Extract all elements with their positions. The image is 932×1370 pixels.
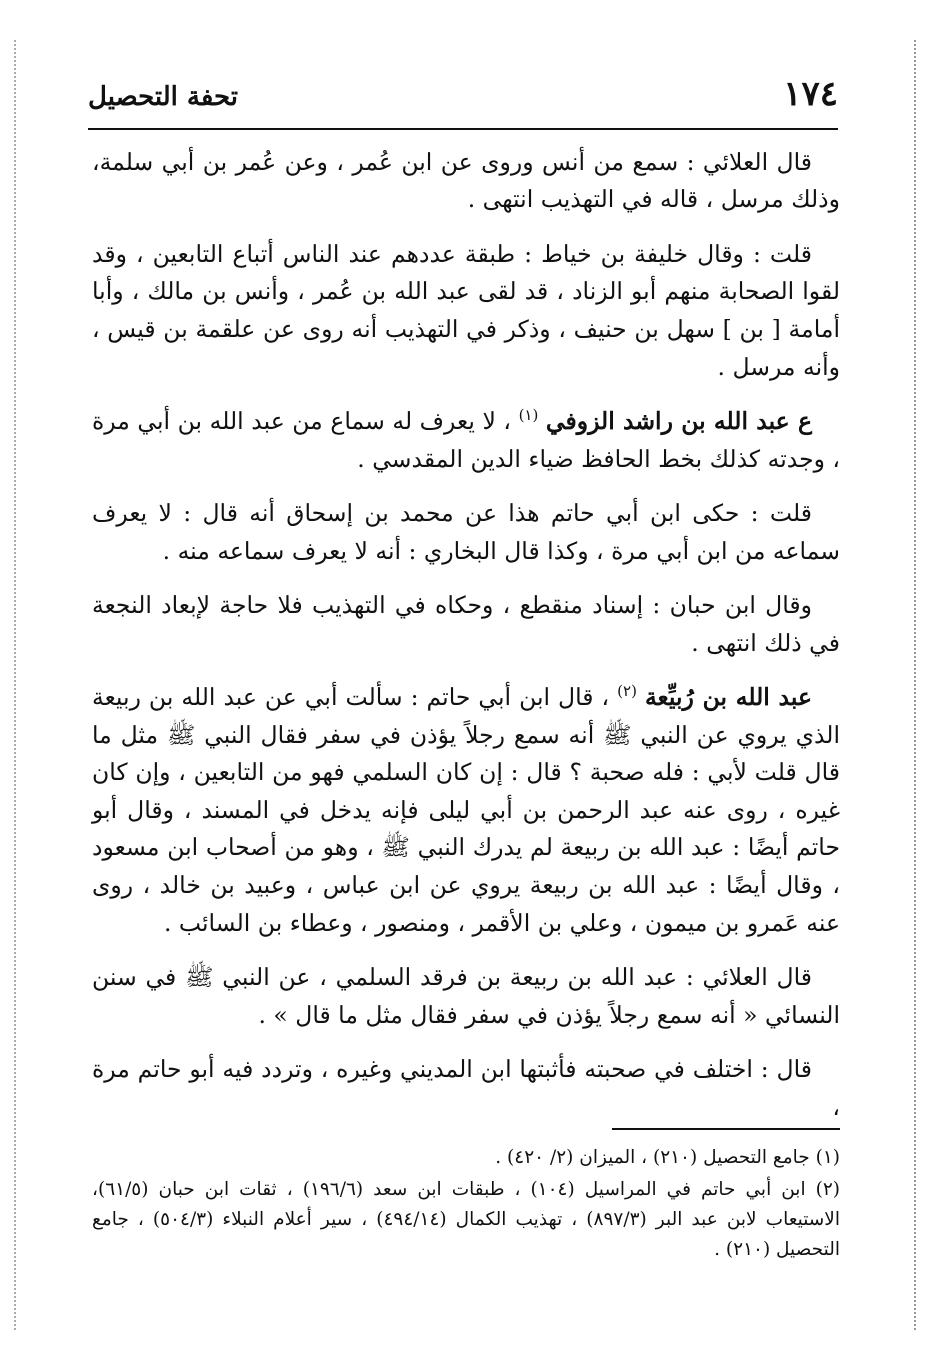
running-title: تحفة التحصيل — [88, 82, 239, 112]
footnote: (١) جامع التحصيل (٢١٠) ، الميزان (٢/ ٤٢٠) . — [495, 1147, 840, 1168]
paragraph — [92, 1045, 840, 1126]
paragraph — [92, 673, 840, 942]
main-text — [92, 138, 840, 1137]
footnotes — [92, 1143, 840, 1267]
paragraph-text: ، قال ابن أبي حاتم : سألت أبي عن عبد الله بن ربيعة الذي يروي عن النبي ﷺ أنه سمع رجلاً يؤذن في سفر فقال النبي ﷺ مثل ما قال قلت لأبي : فله صحبة ؟ قال : إن كان السلمي فهو من التابعين ، وإن كان غيره ، روى عنه عبد الرحمن بن أبي ليلى فإنه يدخل في المسند ، وقال أبو حاتم أيضًا : عبد الله بن ربيعة لم يدرك النبي ﷺ ، وهو من أصحاب ابن مسعود ، وقال أيضًا : عبد الله بن ربيعة يروي عن ابن عباس ، وعبيد بن خالد ، روى عنه عَمرو بن ميمون ، وعلي بن الأقمر ، ومنصور ، وعطاء بن السائب . — [92, 683, 840, 937]
entry-heading: ع عبد الله بن راشد الزوفي — [545, 407, 812, 436]
footnote-ref: (١) — [518, 406, 539, 425]
paragraph-text: ، لا يعرف له سماع من عبد الله بن أبي مرة ، وجدته كذلك بخط الحافظ ضياء الدين المقدسي . — [92, 407, 840, 473]
paragraph — [92, 138, 840, 219]
page-number: ١٧٤ — [783, 74, 838, 114]
footnote: (٢) ابن أبي حاتم في المراسيل (١٠٤) ، طبقات ابن سعد (١٩٦/٦) ، ثقات ابن حبان (٦١/٥)، الاستيعاب لابن عبد البر (٨٩٧/٣) ، تهذيب الكمال (٤٩٤/١٤) ، سير أعلام النبلاء (٥٠٤/٣) ، جامع التحصيل (٢١٠) . — [92, 1179, 840, 1260]
paragraph-text: قال : اختلف في صحبته فأثبتها ابن المديني وغيره ، وتردد فيه أبو حاتم مرة ، — [92, 1055, 840, 1121]
paragraph-text: قال العلائي : عبد الله بن ربيعة بن فرقد السلمي ، عن النبي ﷺ في سنن النسائي « أنه سمع رجلاً يؤذن في سفر فقال مثل ما قال » . — [92, 963, 840, 1029]
paragraph-text: قلت : وقال خليفة بن خياط : طبقة عددهم عند الناس أتباع التابعين ، وقد لقوا الصحابة منهم أبو الزناد ، قد لقى عبد الله بن عُمر ، وأنس بن مالك ، وأبا أمامة [ بن ] سهل بن حنيف ، وذكر في التهذيب أنه روى عن علقمة بن قيس ، وأنه مرسل . — [92, 239, 840, 381]
paragraph-text: قال العلائي : سمع من أنس وروى عن ابن عُمر ، وعن عُمر بن أبي سلمة، وذلك مرسل ، قاله في التهذيب انتهى . — [92, 147, 840, 214]
scan-edge-dots — [914, 40, 916, 1330]
paragraph — [92, 953, 840, 1034]
scan-edge-dots — [14, 40, 16, 1330]
paragraph — [92, 581, 840, 662]
paragraph — [92, 397, 840, 478]
entry-heading: عبد الله بن رُبيِّعة — [644, 683, 812, 712]
paragraph-text: قلت : حكى ابن أبي حاتم هذا عن محمد بن إسحاق أنه قال : لا يعرف سماعه من ابن أبي مرة ، وكذا قال البخاري : أنه لا يعرف سماعه منه . — [92, 499, 840, 565]
page-header — [88, 62, 838, 130]
paragraph — [92, 230, 840, 386]
paragraph — [92, 489, 840, 570]
paragraph-text: وقال ابن حبان : إسناد منقطع ، وحكاه في التهذيب فلا حاجة لإبعاد النجعة في ذلك انتهى . — [92, 591, 840, 657]
footnote-separator — [612, 1128, 840, 1130]
footnote-ref: (٢) — [617, 682, 637, 701]
